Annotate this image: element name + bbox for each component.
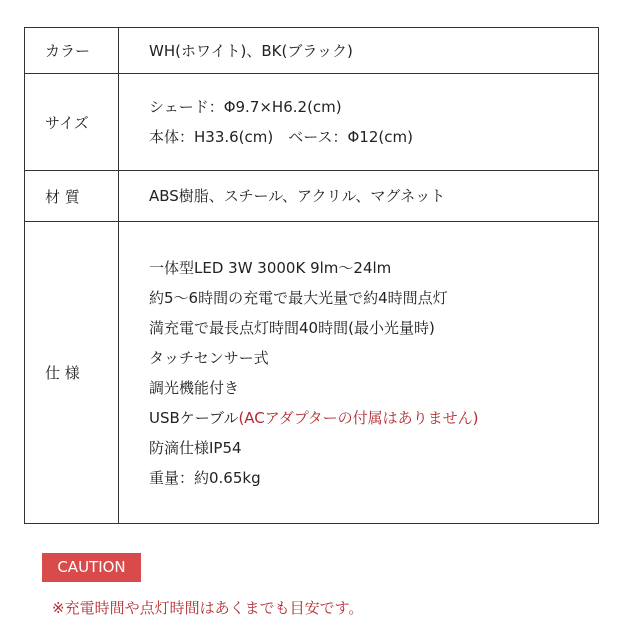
row-label: 仕 様: [25, 222, 119, 524]
color-value: WH(ホワイト)、BK(ブラック): [149, 41, 353, 60]
spec-table: [24, 27, 599, 524]
caution-badge: CAUTION: [42, 553, 141, 582]
spec-line: 調光機能付き: [149, 378, 240, 397]
row-label: サイズ: [25, 74, 119, 171]
usb-text: USBケーブル: [149, 408, 239, 427]
spec-line-usb: [149, 403, 597, 433]
size-shade: シェード：Φ9.7×H6.2(cm): [149, 98, 342, 116]
size-body: 本体：H33.6(cm) ベース：Φ12(cm): [149, 128, 413, 146]
row-label: 材 質: [25, 171, 119, 222]
row-size: [25, 74, 599, 171]
spec-line: 約5～6時間の充電で最大光量で約4時間点灯: [149, 288, 448, 307]
spec-line: 一体型LED 3W 3000K 9lm～24lm: [149, 258, 392, 277]
row-material: [25, 171, 599, 222]
row-label: カラー: [25, 28, 119, 74]
spec-line: 重量：約0.65kg: [149, 468, 261, 487]
spec-line: 防滴仕様IP54: [149, 438, 242, 457]
usb-note: (ACアダプターの付属はありません): [238, 408, 479, 427]
row-spec: [25, 222, 599, 524]
row-color: [25, 28, 599, 74]
spec-line: タッチセンサー式: [149, 348, 269, 367]
material-value: ABS樹脂、スチール、アクリル、マグネット: [149, 187, 446, 205]
caution-note: ※充電時間や点灯時間はあくまでも目安です。: [52, 599, 364, 617]
spec-line: 満充電で最長点灯時間40時間(最小光量時): [149, 318, 435, 337]
